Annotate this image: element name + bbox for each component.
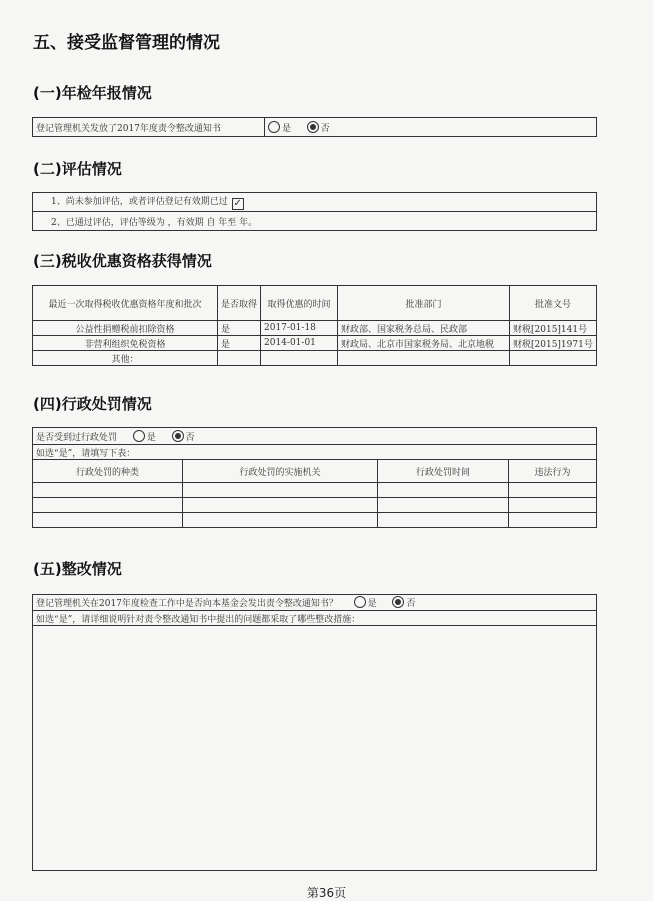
- tax-cell: [510, 351, 597, 366]
- table-row: [33, 321, 597, 336]
- penalty-header-cell: 行政处罚的种类: [33, 460, 183, 483]
- tax-cell: 2017-01-18: [261, 321, 338, 336]
- sec1-heading: (一)年检年报情况: [33, 84, 152, 102]
- tax-cell: 财税[2015]1971号: [510, 336, 597, 351]
- sec2-heading: (二)评估情况: [33, 160, 122, 178]
- annual-inspection-table: [32, 117, 597, 137]
- penalty-table: [32, 427, 597, 528]
- no-radio[interactable]: [172, 430, 184, 442]
- no-label: 否: [185, 432, 195, 443]
- tax-cell: [261, 351, 338, 366]
- penalty-header-cell: 违法行为: [509, 460, 597, 483]
- tax-cell: 非营利组织免税资格: [33, 336, 218, 351]
- tax-cell: 是: [218, 336, 261, 351]
- tax-cell: 2014-01-01: [261, 336, 338, 351]
- tax-cell: 公益性捐赠税前扣除资格: [33, 321, 218, 336]
- tax-cell: 其他：: [33, 351, 218, 366]
- evaluation-row-1: [33, 193, 597, 212]
- tax-cell: 财政局、北京市国家税务局、北京地税: [338, 336, 510, 351]
- tax-cell: [218, 351, 261, 366]
- checkbox-checked[interactable]: ✓: [233, 198, 242, 209]
- sec5-heading: (五)整改情况: [33, 560, 122, 578]
- evaluation-row-1-text: 1、尚未参加评估，或者评估登记有效期已过: [51, 197, 228, 207]
- yes-label: 是: [146, 432, 156, 443]
- evaluation-table: [32, 192, 597, 231]
- evaluation-row-2: 2、已通过评估，评估等级为 ，有效期 自 年至 年。: [33, 212, 597, 231]
- sec4-heading: (四)行政处罚情况: [33, 395, 152, 413]
- tax-cell: [338, 351, 510, 366]
- table-row: [33, 483, 597, 498]
- tax-cell: 是: [218, 321, 261, 336]
- rectification-answer-area[interactable]: [33, 626, 597, 871]
- table-row: [33, 513, 597, 528]
- rectification-table: [32, 594, 597, 871]
- tax-header-cell: 最近一次取得税收优惠资格年度和批次: [33, 286, 218, 321]
- yes-label: 是: [367, 599, 377, 609]
- table-row: [33, 336, 597, 351]
- tax-header-cell: 批准部门: [338, 286, 510, 321]
- tax-header-cell: 批准文号: [510, 286, 597, 321]
- tax-cell: 财政部、国家税务总局、民政部: [338, 321, 510, 336]
- table-row: [33, 498, 597, 513]
- penalty-note: 如选“是”，请填写下表：: [33, 445, 597, 460]
- section-title: 五、接受监督管理的情况: [33, 33, 220, 53]
- page-number: 第36页: [306, 886, 347, 900]
- rectification-question-row: [33, 595, 597, 611]
- sec3-heading: (三)税收优惠资格获得情况: [33, 252, 212, 270]
- penalty-header-cell: 行政处罚的实施机关: [183, 460, 378, 483]
- no-label: 否: [406, 599, 416, 609]
- yes-radio[interactable]: [354, 596, 366, 608]
- penalty-question: 是否受到过行政处罚: [36, 432, 118, 443]
- no-radio[interactable]: [307, 121, 319, 133]
- table-row: [33, 351, 597, 366]
- yes-label: 是: [282, 123, 292, 134]
- penalty-header-cell: 行政处罚时间: [378, 460, 509, 483]
- rectification-question: 登记管理机关在2017年度检查工作中是否向本基金会发出责令整改通知书？: [36, 599, 338, 609]
- annual-inspection-question: 登记管理机关发放了2017年度责令整改通知书: [33, 118, 265, 137]
- tax-header-cell: 取得优惠的时间: [261, 286, 338, 321]
- annual-inspection-options: [265, 118, 597, 137]
- no-radio[interactable]: [392, 596, 404, 608]
- rectification-note: 如选“是”，请详细说明针对责令整改通知书中提出的问题都采取了哪些整改措施：: [33, 611, 597, 626]
- tax-table: [32, 285, 597, 366]
- yes-radio[interactable]: [268, 121, 280, 133]
- no-label: 否: [320, 123, 330, 134]
- tax-cell: 财税[2015]141号: [510, 321, 597, 336]
- tax-header-cell: 是否取得: [218, 286, 261, 321]
- yes-radio[interactable]: [133, 430, 145, 442]
- penalty-question-row: [33, 428, 597, 445]
